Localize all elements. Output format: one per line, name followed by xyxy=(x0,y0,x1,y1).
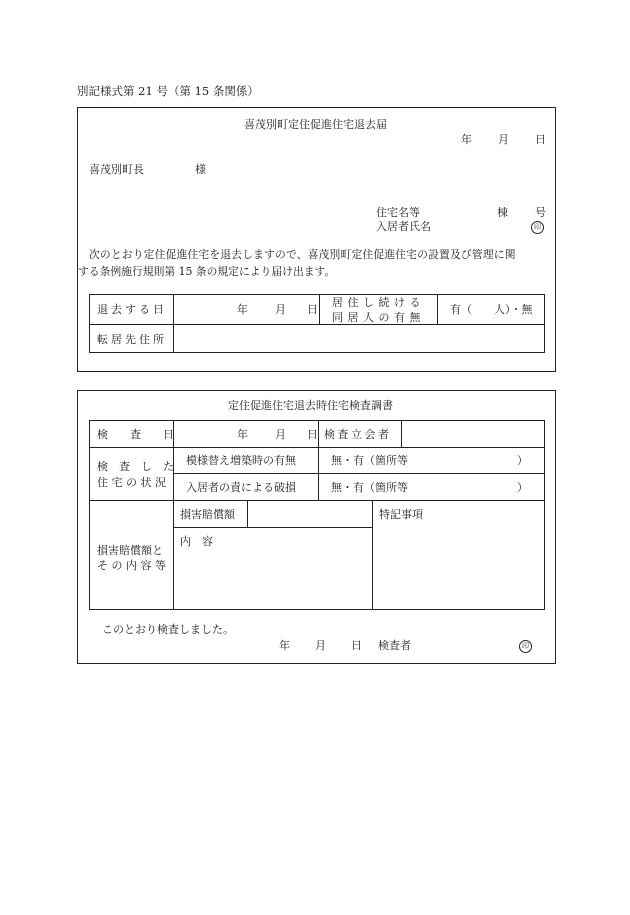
sign-day: 日 xyxy=(351,639,362,652)
renovation-label: 模様替え増築時の有無 xyxy=(186,454,296,467)
compensation-label-2: そ の 内 容 等 xyxy=(97,559,166,572)
new-address-label: 転居先住所 xyxy=(97,333,167,346)
compensation-amount-field[interactable] xyxy=(249,502,370,526)
notice-date-day: 日 xyxy=(535,133,546,146)
damage-option[interactable]: 無・有（箇所等 xyxy=(331,481,408,494)
confirmation-text: このとおり検査しました。 xyxy=(102,623,234,636)
housing-status-label-1: 検 査 し た xyxy=(97,460,174,473)
damage-close-paren: ） xyxy=(517,481,528,494)
resident-seal-icon xyxy=(531,220,544,234)
inspection-day[interactable]: 日 xyxy=(307,428,318,441)
damage-label: 入居者の責による破損 xyxy=(186,481,296,494)
form-number-header: 別記様式第 21 号（第 15 条関係） xyxy=(77,84,259,98)
remaining-cohabitant-label-2: 同居人の有無 xyxy=(332,311,425,324)
compensation-label-1: 損害賠償額と xyxy=(97,544,163,557)
move-out-month[interactable]: 月 xyxy=(275,303,286,316)
seal-mark: 印 xyxy=(531,221,544,234)
housing-name-label: 住宅名等 xyxy=(376,206,420,219)
inspection-witness-label: 検査立会者 xyxy=(324,428,392,441)
move-out-date-label: 退去する日 xyxy=(97,303,167,316)
new-address-field[interactable] xyxy=(175,326,543,351)
notice-title: 喜茂別町定住促進住宅退去届 xyxy=(244,118,387,131)
housing-status-label-2: 住 宅 の 状 況 xyxy=(97,476,166,489)
inspector-label: 検査者 xyxy=(378,639,411,652)
resident-name-label: 入居者氏名 xyxy=(376,220,431,233)
inspection-witness-field[interactable] xyxy=(403,422,543,446)
inspection-title: 定住促進住宅退去時住宅検査調書 xyxy=(228,399,393,412)
notice-date-year: 年 xyxy=(461,133,472,146)
building-unit: 棟 xyxy=(497,206,508,219)
notice-body-line-1: 次のとおり定住促進住宅を退去しますので、喜茂別町定住促進住宅の設置及び管理に関 xyxy=(78,248,516,261)
move-out-year[interactable]: 年 xyxy=(237,303,248,316)
compensation-amount-label: 損害賠償額 xyxy=(180,508,235,521)
inspection-date-label: 検 査 日 xyxy=(97,428,174,441)
inspector-seal-mark: 印 xyxy=(519,640,532,653)
remaining-cohabitant-label-1: 居住し続ける xyxy=(332,296,425,309)
inspector-seal-icon xyxy=(519,639,532,653)
contents-label: 内 容 xyxy=(180,535,213,548)
inspection-year[interactable]: 年 xyxy=(237,428,248,441)
renovation-close-paren: ） xyxy=(517,454,528,467)
remaining-cohabitant-value[interactable]: 有（ 人）・無 xyxy=(450,303,533,316)
sign-month: 月 xyxy=(315,639,326,652)
remarks-label: 特記事項 xyxy=(379,508,423,521)
sign-year: 年 xyxy=(279,639,290,652)
notice-body-line-2: する条例施行規則第 15 条の規定により届け出ます。 xyxy=(78,265,336,278)
honorific: 様 xyxy=(195,163,206,176)
notice-date-month: 月 xyxy=(498,133,509,146)
addressee: 喜茂別町長 xyxy=(89,163,144,176)
renovation-option[interactable]: 無・有（箇所等 xyxy=(331,454,408,467)
move-out-day[interactable]: 日 xyxy=(307,303,318,316)
inspection-month[interactable]: 月 xyxy=(275,428,286,441)
room-unit: 号 xyxy=(535,206,546,219)
